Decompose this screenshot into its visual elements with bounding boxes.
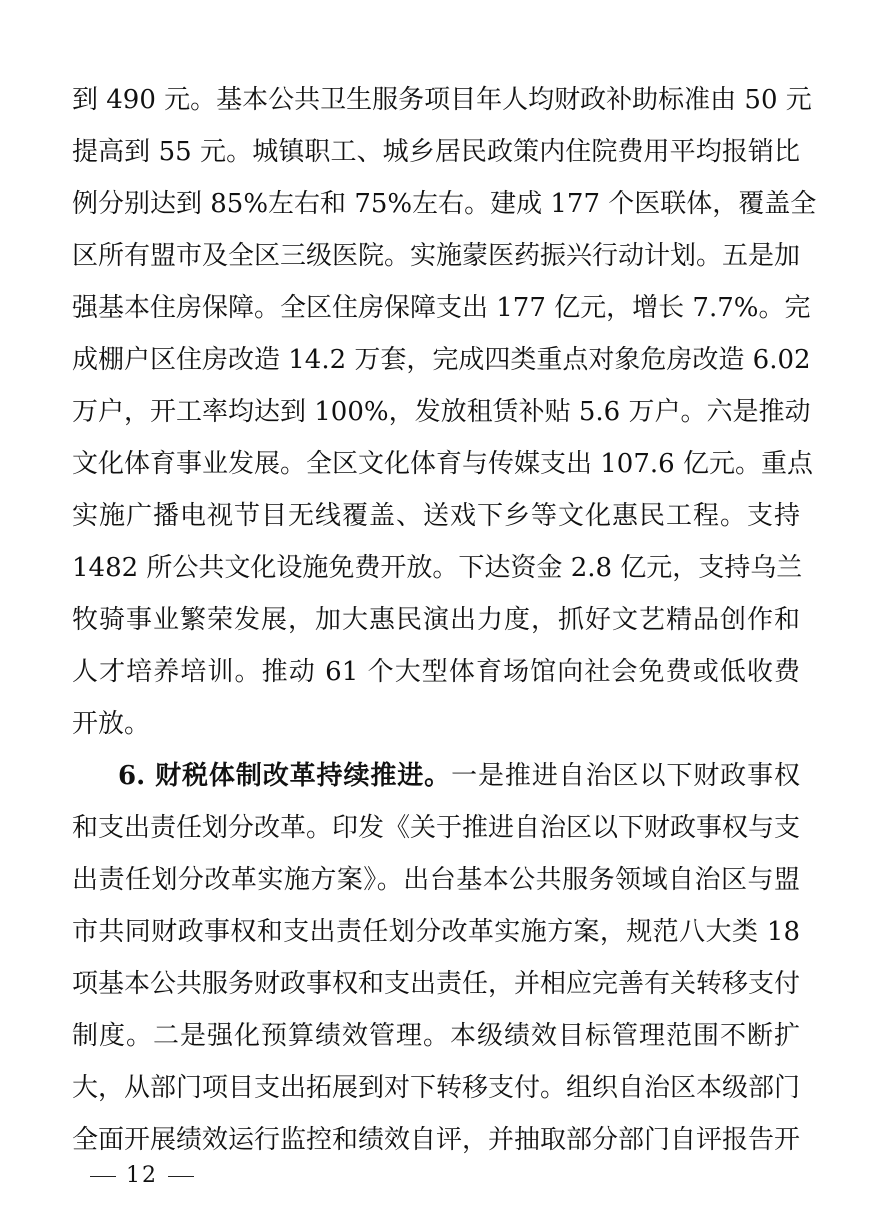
- paragraph-line: 1482 所公共文化设施免费开放。下达资金 2.8 亿元，支持乌兰: [72, 553, 803, 583]
- section-6-heading: 6. 财税体制改革持续推进。: [118, 761, 452, 791]
- page-number: 12: [126, 1163, 158, 1188]
- paragraph-line: 项基本公共服务财政事权和支出责任，并相应完善有关转移支付: [72, 969, 801, 999]
- paragraph-line: 例分别达到 85%左右和 75%左右。建成 177 个医联体，覆盖全: [72, 189, 817, 219]
- paragraph-line: 成棚户区住房改造 14.2 万套，完成四类重点对象危房改造 6.02: [72, 345, 811, 375]
- paragraph-line: 文化体育事业发展。全区文化体育与传媒支出 107.6 亿元。重点: [72, 449, 813, 479]
- paragraph-line: 区所有盟市及全区三级医院。实施蒙医药振兴行动计划。五是加: [72, 241, 801, 271]
- paragraph-line: 制度。二是强化预算绩效管理。本级绩效目标管理范围不断扩: [72, 1021, 800, 1051]
- page-footer: [80, 1156, 204, 1196]
- paragraph-line: 开放。: [72, 709, 151, 739]
- section-6-first-line: [118, 756, 800, 796]
- section-6-first-line-rest: 一是推进自治区以下财政事权: [451, 761, 800, 791]
- paragraph-line: 牧骑事业繁荣发展，加大惠民演出力度，抓好文艺精品创作和: [72, 605, 800, 635]
- paragraph-line: 人才培养培训。推动 61 个大型体育场馆向社会免费或低收费: [72, 657, 800, 687]
- paragraph-line: 市共同财政事权和支出责任划分改革实施方案，规范八大类 18: [72, 917, 800, 947]
- paragraph-line: 强基本住房保障。全区住房保障支出 177 亿元，增长 7.7%。完: [72, 293, 811, 323]
- paragraph-line: 和支出责任划分改革。印发《关于推进自治区以下财政事权与支: [72, 813, 801, 843]
- paragraph-line: 到 490 元。基本公共卫生服务项目年人均财政补助标准由 50 元: [72, 85, 812, 115]
- paragraph-line: 大，从部门项目支出拓展到对下转移支付。组织自治区本级部门: [72, 1073, 801, 1103]
- footer-dash-right: [168, 1176, 194, 1177]
- paragraph-line: 提高到 55 元。城镇职工、城乡居民政策内住院费用平均报销比: [72, 137, 800, 167]
- paragraph-line: 实施广播电视节目无线覆盖、送戏下乡等文化惠民工程。支持: [72, 501, 800, 531]
- paragraph-line: 出责任划分改革实施方案》。出台基本公共服务领域自治区与盟: [72, 865, 800, 895]
- paragraph-line: 全面开展绩效运行监控和绩效自评，并抽取部分部门自评报告开: [72, 1125, 801, 1155]
- footer-dash-left: [90, 1176, 116, 1177]
- paragraph-line: 万户，开工率均达到 100%，发放租赁补贴 5.6 万户。六是推动: [72, 397, 811, 427]
